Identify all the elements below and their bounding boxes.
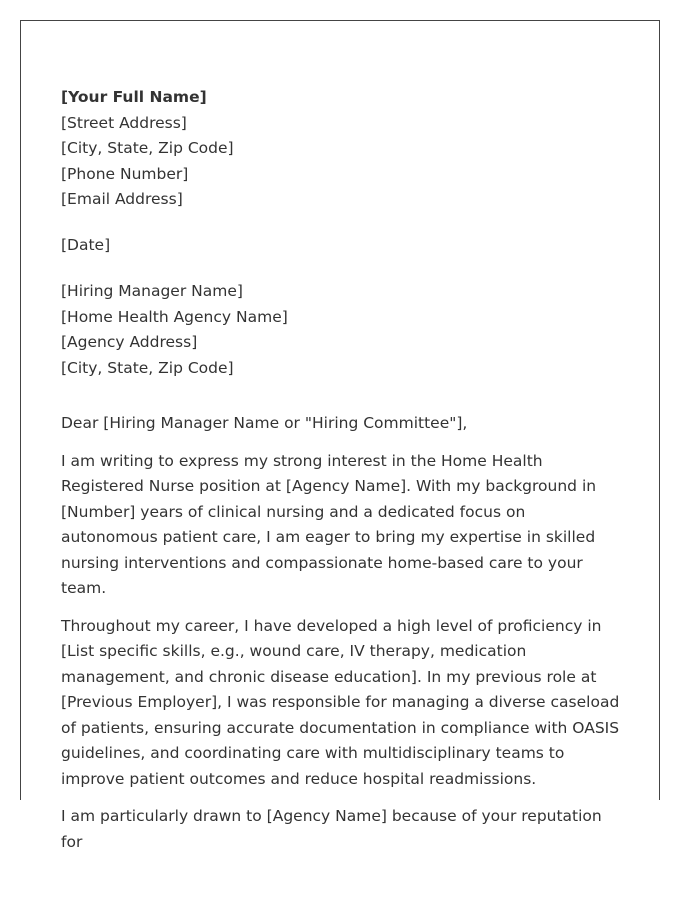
letter-page [20,20,660,851]
letter-content [61,85,621,867]
body-paragraph-2: Throughout my career, I have developed a high level of proficiency in [List specific skills, e.g., wound care, IV therapy, medication management, and chronic disease education]. In my previous role at [Previous Employer], I was responsible for managing a diverse caseload of patients, ensuring accurate documentation in compliance with OASIS guidelines, and coordinating care with multidisciplinary teams to improve patient outcomes and reduce hospital readmissions. [61,616,620,788]
recipient-city-state-zip: [City, State, Zip Code] [61,358,234,377]
salutation: Dear [Hiring Manager Name or "Hiring Committee"], [61,414,468,432]
sender-email: [Email Address] [61,190,183,208]
body-paragraph-1: I am writing to express my strong interest in the Home Health Registered Nurse position at [Agency Name]. With my background in [Number] years of clinical nursing and a dedicated focus on autonomous patient care, I am eager to bring my expertise in skilled nursing interventions and compassionate home-based care to your team. [61,451,597,597]
sender-street: [Street Address] [61,113,187,132]
sender-name: [Your Full Name] [61,88,207,106]
recipient-manager: [Hiring Manager Name] [61,282,243,300]
recipient-block [61,279,621,381]
letter-date: [Date] [61,236,111,254]
sender-phone: [Phone Number] [61,164,189,183]
recipient-agency: [Home Health Agency Name] [61,307,288,326]
spacer [61,259,621,280]
sender-city-state-zip: [City, State, Zip Code] [61,139,234,157]
sender-block [61,85,621,213]
recipient-address: [Agency Address] [61,333,198,351]
spacer [61,213,621,234]
spacer [61,381,621,411]
body-paragraph-3: I am particularly drawn to [Agency Name] because of your reputation for [61,807,602,851]
